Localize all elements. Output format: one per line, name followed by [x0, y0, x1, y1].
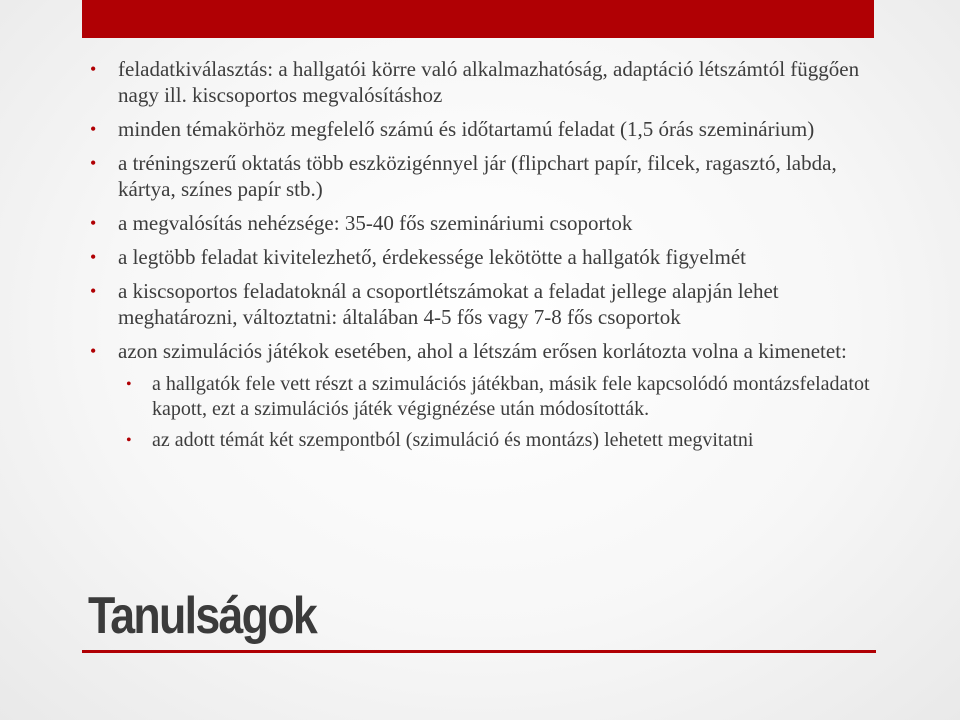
- bullet-text: azon szimulációs játékok esetében, ahol a létszám erősen korlátozta volna a kimenetet:: [118, 339, 847, 363]
- bullet-item: [90, 278, 870, 330]
- sub-bullet-text: a hallgatók fele vett részt a szimulációs játékban, másik fele kapcsolódó montázsfeladatot kapott, ezt a szimulációs játék végignézése után módosították.: [152, 373, 870, 420]
- top-accent-bar: [82, 0, 874, 38]
- sub-bullet-text: az adott témát két szempontból (szimuláció és montázs) lehetett megvitatni: [152, 429, 754, 451]
- bullet-text: feladatkiválasztás: a hallgatói körre való alkalmazhatóság, adaptáció létszámtól függően nagy ill. kiscsoportos megvalósításhoz: [118, 57, 860, 107]
- bullet-item: [90, 210, 870, 236]
- bullet-text: a kiscsoportos feladatoknál a csoportlétszámokat a feladat jellege alapján lehet meghatározni, változtatni: általában 4-5 fős vagy 7-8 fős csoportok: [118, 279, 779, 329]
- sub-bullet-list: [118, 372, 870, 453]
- bullet-item: [90, 338, 870, 453]
- bullet-list: [90, 56, 870, 461]
- title-underline: [82, 650, 876, 653]
- slide-title: Tanulságok: [88, 587, 316, 645]
- bullet-item: [90, 244, 870, 270]
- bullet-text: a tréningszerű oktatás több eszközigénnyel jár (flipchart papír, filcek, ragasztó, labda, kártya, színes papír stb.): [118, 151, 837, 201]
- sub-bullet-item: [118, 428, 870, 453]
- bullet-item: [90, 150, 870, 202]
- bullet-text: a legtöbb feladat kivitelezhető, érdekessége lekötötte a hallgatók figyelmét: [118, 245, 747, 269]
- bullet-item: [90, 56, 870, 108]
- bullet-item: [90, 116, 870, 142]
- bullet-text: a megvalósítás nehézsége: 35-40 fős szemináriumi csoportok: [118, 211, 633, 235]
- bullet-text: minden témakörhöz megfelelő számú és időtartamú feladat (1,5 órás szeminárium): [118, 117, 815, 141]
- sub-bullet-item: [118, 372, 870, 422]
